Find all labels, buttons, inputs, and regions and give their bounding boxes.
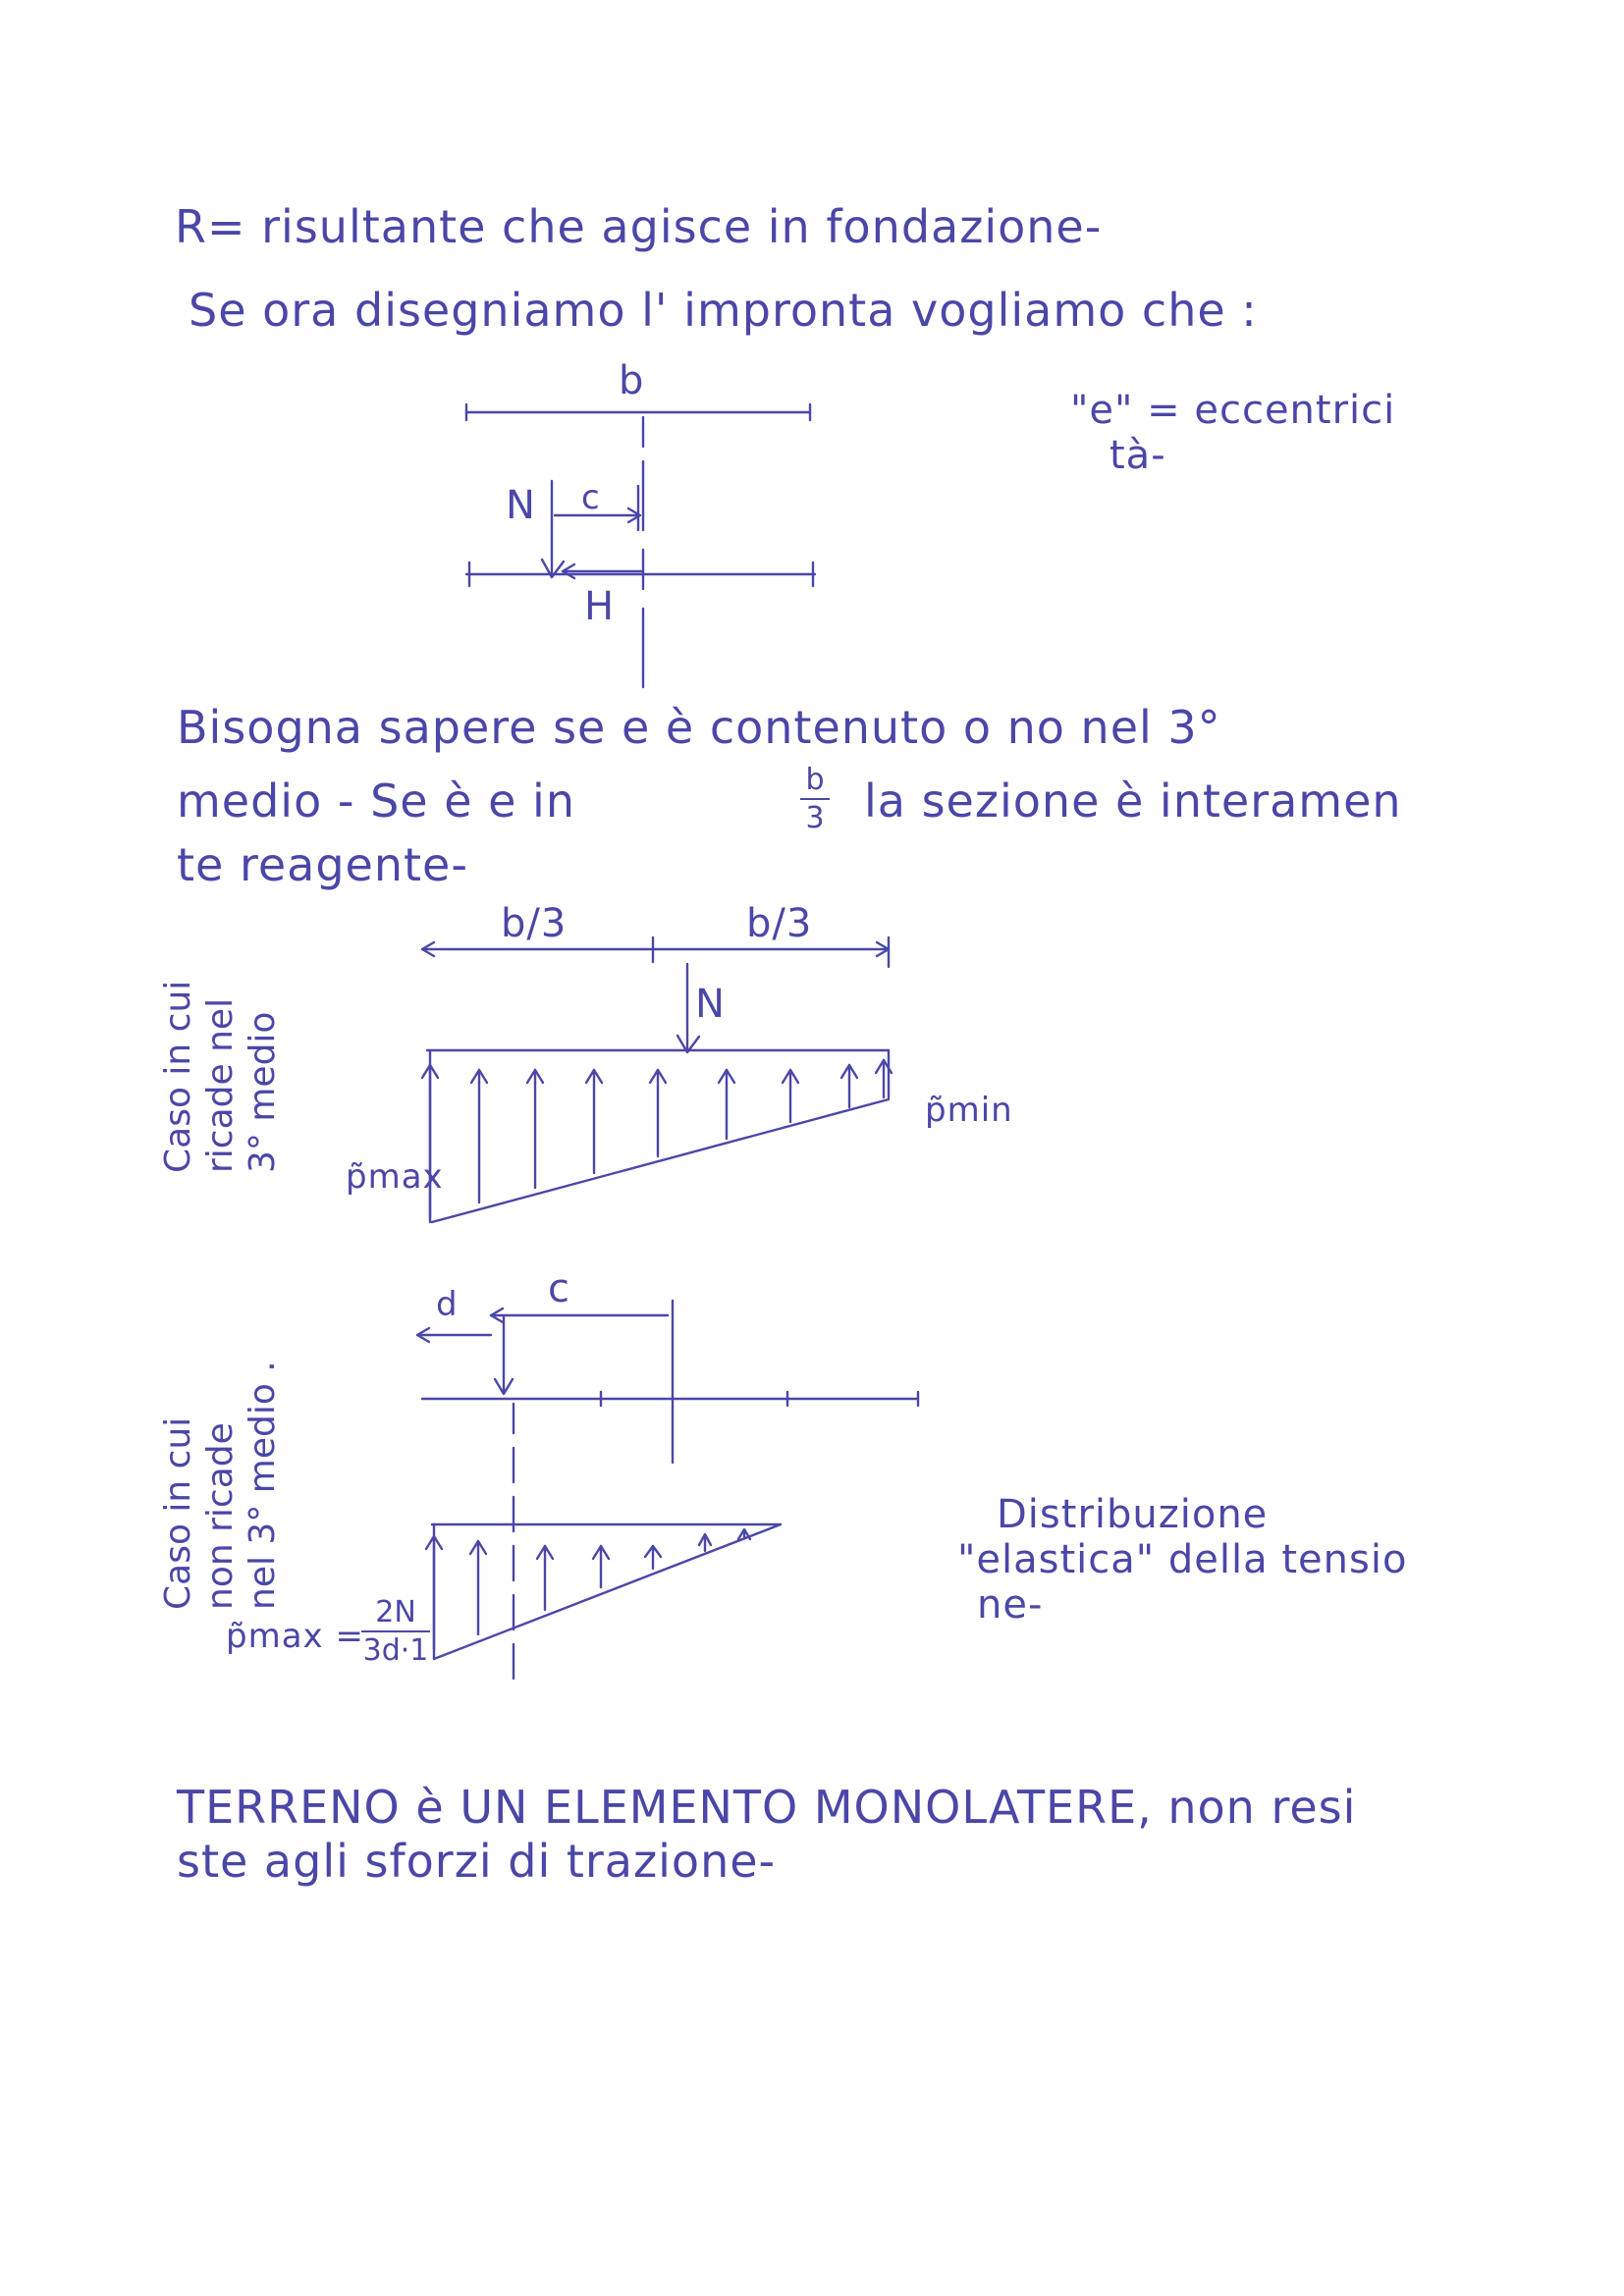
elastic-distribution-line2: "elastica" della tensio bbox=[957, 1537, 1408, 1582]
vertical-caption-case2-line3: nel 3° medio . bbox=[243, 1361, 284, 1610]
label-b: b bbox=[619, 358, 645, 403]
fraction-pmax-denominator: 3d·1 bbox=[362, 1633, 429, 1668]
eccentricity-note-line2: tà- bbox=[1110, 433, 1166, 478]
vertical-caption-case1-line3: 3° medio bbox=[243, 1011, 284, 1173]
label-H: H bbox=[584, 584, 616, 629]
text-soil-line2: ste agli sforzi di trazione- bbox=[177, 1835, 777, 1888]
elastic-distribution-note bbox=[957, 1492, 1407, 1628]
vertical-caption-case2 bbox=[157, 1361, 285, 1610]
label-c2: c bbox=[548, 1266, 570, 1311]
elastic-distribution-line3: ne- bbox=[977, 1582, 1044, 1628]
text-middle-third-line2b: la sezione è interamen bbox=[864, 774, 1402, 828]
label-pmin: p̃min bbox=[925, 1091, 1013, 1130]
fraction-pmax-numerator: 2N bbox=[375, 1595, 416, 1629]
text-line-footprint: Se ora disegniamo l' impronta vogliamo che : bbox=[189, 284, 1258, 337]
fraction-numerator: b bbox=[805, 763, 825, 797]
label-pmax-eq: p̃max = bbox=[226, 1617, 364, 1656]
text-middle-third-line1: Bisogna sapere se e è contenuto o no nel 3° bbox=[177, 701, 1221, 754]
label-d: d bbox=[436, 1285, 459, 1324]
text-middle-third-line2a: medio - Se è e in bbox=[177, 774, 575, 828]
text-middle-third-line3: te reagente- bbox=[177, 838, 468, 891]
label-N2: N bbox=[695, 982, 726, 1027]
label-b3-left: b/3 bbox=[501, 901, 568, 946]
fraction-pmax bbox=[361, 1596, 430, 1667]
text-soil-line1: TERRENO è UN ELEMENTO MONOLATERE, non resi bbox=[177, 1781, 1357, 1834]
label-N: N bbox=[506, 483, 536, 528]
label-c: c bbox=[581, 478, 601, 517]
vertical-caption-case1-line1: Caso in cui bbox=[158, 980, 198, 1173]
vertical-caption-case2-line1: Caso in cui bbox=[158, 1416, 198, 1610]
upward-pressure-arrows-2 bbox=[426, 1529, 750, 1649]
elastic-distribution-line1: Distribuzione bbox=[997, 1492, 1269, 1537]
vertical-caption-case2-line2: non ricade bbox=[200, 1422, 242, 1610]
fraction-pmax-bar bbox=[361, 1630, 430, 1632]
label-pmax: p̃max bbox=[346, 1157, 444, 1197]
text-line-resultant: R= risultante che agisce in fondazione- bbox=[175, 200, 1103, 253]
vertical-caption-case1-line2: ricade nel bbox=[200, 997, 242, 1173]
label-b3-right: b/3 bbox=[746, 901, 813, 946]
eccentricity-note-line1: "e" = eccentrici bbox=[1070, 388, 1396, 433]
fraction-denominator: 3 bbox=[805, 801, 825, 835]
